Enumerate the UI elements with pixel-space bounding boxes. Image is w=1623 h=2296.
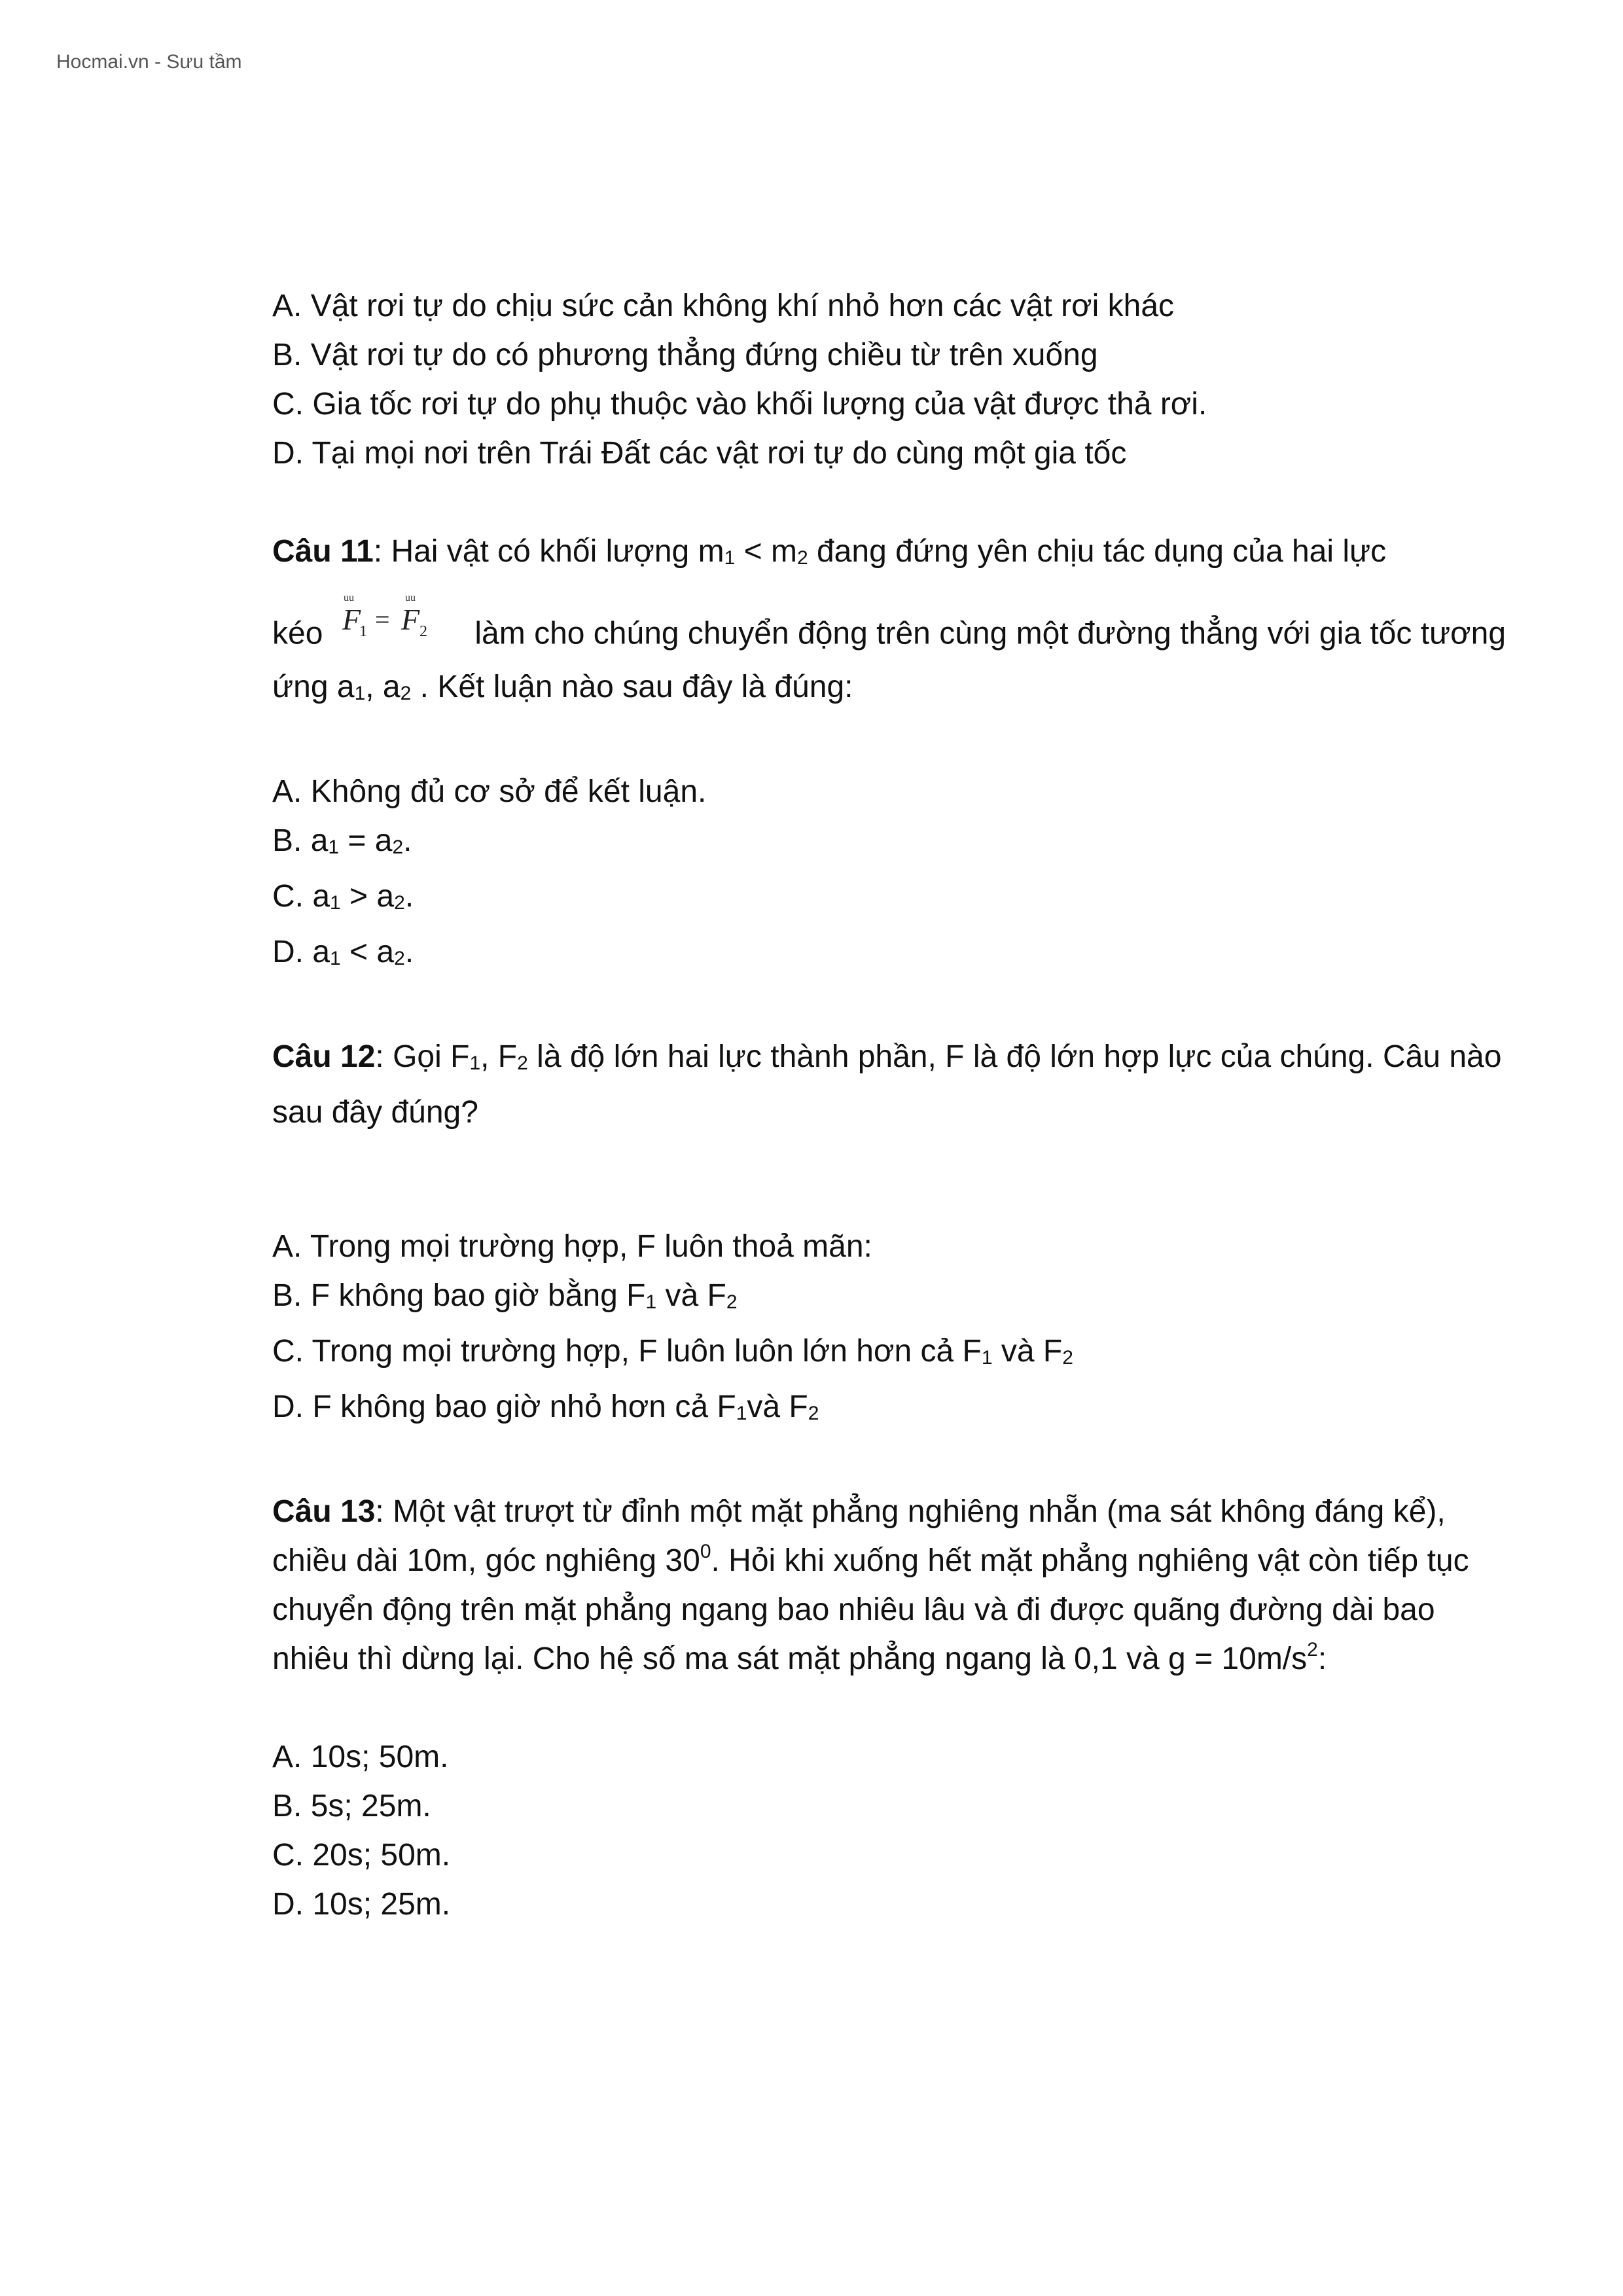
q11-option-b: B. $a_1 = a_2$. [272,823,412,858]
svg-text:F: F [401,603,420,636]
svg-text:uu: uu [405,592,416,603]
q12-option-d: D. F không bao giờ nhỏ hơn cả $F_1và$ $F_2$ [272,1390,819,1424]
q11-stem-line-2: kéo uu uu F 1 = F 2 làm cho chúng chuyển động trên cùng một đường thẳng với gia tốc tương [272,609,1555,662]
q12-stem-line-1: Câu 12: Gọi $F_1$, $F_2$ là độ lớn hai lực thành phần, F là độ lớn hợp lực của chúng. Câu nào [272,1039,1502,1074]
q13-stem-line-3: chuyển động trên mặt phẳng ngang bao nhiêu lâu và đi được quãng đường dài bao [272,1592,1435,1627]
q13-label: Câu 13 [272,1494,376,1529]
page-header-source: Hocmai.vn - Sưu tầm [56,51,242,73]
q13-stem-line-2: chiều dài 10m, góc nghiêng $30^0$. Hỏi khi xuống hết mặt phẳng nghiêng vật còn tiếp tục [272,1541,1469,1578]
q13-option-c: C. 20s; 50m. [272,1838,451,1873]
q12-option-b: B. F không bao giờ bằng $F_1$ và $F_2$ [272,1278,738,1313]
q10-option-b: B. Vật rơi tự do có phương thẳng đứng chiều từ trên xuống [272,338,1098,372]
q13-stem-line-4: nhiêu thì dừng lại. Cho hệ số ma sát mặt phẳng ngang là 0,1 và $g = 10m/s^2$: [272,1639,1327,1676]
q11-label: Câu 11 [272,534,374,569]
q11-option-d: D. $a_1 < a_2$. [272,935,414,969]
question-12 [272,1032,1555,1438]
q11-stem-line-3: ứng $a_1$, $a_2$ . Kết luận nào sau đây là đúng: [272,670,853,704]
q10-option-c: C. Gia tốc rơi tự do phụ thuộc vào khối lượng của vật được thả rơi. [272,387,1207,422]
q11-stem-line-1: Câu 11: Hai vật có khối lượng $m_1 < m_2$ đang đứng yên chịu tác dụng của hai lực [272,534,1387,569]
q10-option-d: D. Tại mọi nơi trên Trái Đất các vật rơi tự do cùng một gia tốc [272,436,1127,471]
q12-option-c: C. Trong mọi trường hợp, F luôn luôn lớn hơn cả $F_1$ và $F_2$ [272,1334,1073,1369]
q11-option-c: C. $a_1 > a_2$. [272,879,414,914]
question-13 [272,1487,1555,1929]
force-equation-image [340,589,438,643]
svg-text:1: 1 [359,623,368,640]
q13-option-d: D. 10s; 25m. [272,1887,451,1922]
q11-option-a: A. Không đủ cơ sở để kết luận. [272,774,707,809]
q10-option-a: A. Vật rơi tự do chịu sức cản không khí nhỏ hơn các vật rơi khác [272,289,1175,323]
q12-option-a: A. Trong mọi trường hợp, F luôn thoả mãn: [272,1229,872,1264]
q13-option-b: B. 5s; 25m. [272,1789,431,1823]
q12-label: Câu 12 [272,1039,376,1074]
svg-text:2: 2 [419,623,428,640]
svg-text:F: F [342,603,361,636]
svg-text:uu: uu [344,592,355,603]
question-11 [272,527,1555,983]
q13-option-a: A. 10s; 50m. [272,1740,449,1774]
q12-stem-line-2: sau đây đúng? [272,1095,478,1130]
document-body [272,281,1555,1929]
svg-text:=: = [375,605,390,634]
q13-stem-line-1: Câu 13: Một vật trượt từ đỉnh một mặt phẳng nghiêng nhẵn (ma sát không đáng kể), [272,1494,1446,1529]
question-10-options [272,281,1555,478]
